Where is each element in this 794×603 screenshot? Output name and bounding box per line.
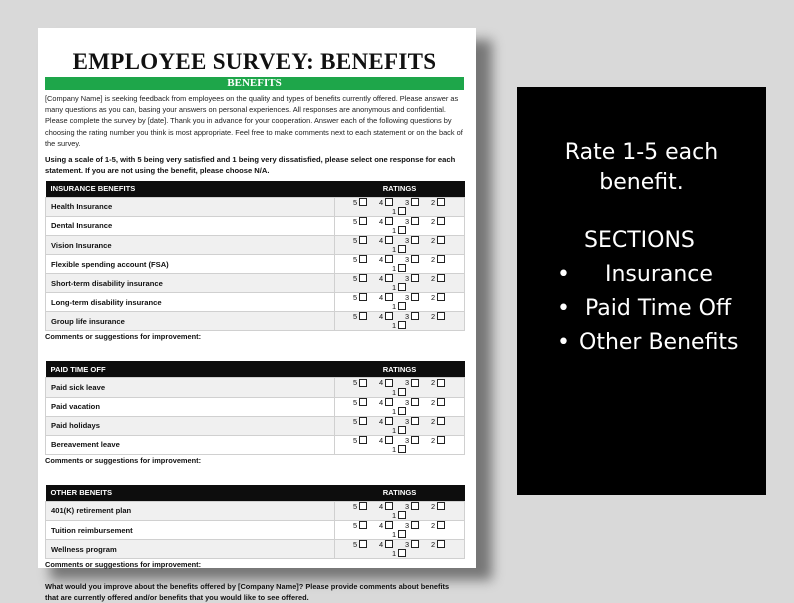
table-row xyxy=(46,312,465,331)
rating-number: 1 xyxy=(391,530,397,539)
sections-list-item xyxy=(517,258,766,292)
rating-checkbox[interactable] xyxy=(398,530,406,538)
rating-option[interactable] xyxy=(348,217,374,226)
rating-checkbox[interactable] xyxy=(359,417,367,425)
rating-number: 3 xyxy=(404,397,410,407)
rating-option[interactable] xyxy=(387,549,413,558)
rating-option[interactable] xyxy=(400,436,426,445)
info-line-1: Rate 1-5 each xyxy=(564,140,719,165)
rating-option[interactable] xyxy=(426,217,452,226)
rating-option[interactable] xyxy=(400,236,426,245)
rating-checkbox[interactable] xyxy=(437,417,445,425)
table-row xyxy=(46,274,465,293)
rating-options xyxy=(335,216,465,235)
benefit-label: Health Insurance xyxy=(46,197,335,216)
rating-option[interactable] xyxy=(348,398,374,407)
rating-checkbox[interactable] xyxy=(411,379,419,387)
section-table xyxy=(45,361,465,454)
rating-option[interactable] xyxy=(400,502,426,511)
benefit-label: Group life insurance xyxy=(46,312,335,331)
benefit-label: Long-term disability insurance xyxy=(46,293,335,312)
rating-options xyxy=(335,236,465,255)
benefit-label: Paid holidays xyxy=(46,416,335,435)
rating-checkbox[interactable] xyxy=(359,521,367,529)
rating-option[interactable] xyxy=(400,217,426,226)
table-row xyxy=(46,416,465,435)
bullet-icon: • xyxy=(557,296,570,321)
rating-number: 2 xyxy=(430,378,436,388)
rating-option[interactable] xyxy=(374,312,400,321)
rating-number: 3 xyxy=(404,274,410,284)
rating-checkbox[interactable] xyxy=(411,417,419,425)
rating-number: 3 xyxy=(404,540,410,550)
rating-number: 4 xyxy=(378,416,384,426)
rating-option[interactable] xyxy=(374,198,400,207)
rating-number: 1 xyxy=(391,387,397,397)
rating-number: 3 xyxy=(404,416,410,426)
rating-checkbox[interactable] xyxy=(437,540,445,548)
rating-option[interactable] xyxy=(374,521,400,530)
rating-options xyxy=(335,293,465,312)
rating-option[interactable] xyxy=(426,312,452,321)
rating-option[interactable] xyxy=(387,530,413,539)
rating-option[interactable] xyxy=(348,417,374,426)
rating-checkbox[interactable] xyxy=(385,502,393,510)
table-row xyxy=(46,293,465,312)
rating-number: 3 xyxy=(404,520,410,530)
sections-list-item-label: Paid Time Off xyxy=(585,296,732,321)
comments-label: Comments or suggestions for improvement: xyxy=(45,560,202,570)
rating-number: 1 xyxy=(391,444,397,454)
rating-checkbox[interactable] xyxy=(411,255,419,263)
rating-number: 2 xyxy=(430,255,436,265)
rating-number: 5 xyxy=(352,274,358,284)
benefit-label: Vision Insurance xyxy=(46,236,335,255)
rating-number: 2 xyxy=(430,312,436,322)
rating-option[interactable] xyxy=(426,417,452,426)
survey-page xyxy=(38,28,476,603)
rating-checkbox[interactable] xyxy=(398,207,406,215)
rating-checkbox[interactable] xyxy=(385,217,393,225)
rating-number: 2 xyxy=(430,501,436,511)
benefit-label: Short-term disability insurance xyxy=(46,274,335,293)
rating-option[interactable] xyxy=(374,378,400,387)
rating-option[interactable] xyxy=(400,378,426,387)
comments-label: Comments or suggestions for improvement: xyxy=(45,455,202,465)
rating-number: 1 xyxy=(391,425,397,435)
sections-list-item-label: Other Benefits xyxy=(579,330,739,355)
rating-number: 4 xyxy=(378,540,384,550)
rating-number: 2 xyxy=(430,397,436,407)
rating-checkbox[interactable] xyxy=(385,198,393,206)
rating-checkbox[interactable] xyxy=(437,398,445,406)
rating-option[interactable] xyxy=(348,312,374,321)
section-header: INSURANCE BENEFITS xyxy=(46,181,335,198)
rating-option[interactable] xyxy=(400,198,426,207)
rating-number: 5 xyxy=(352,435,358,445)
closing-question: What would you improve about the benefits offered by [Company Name]? Please provide comments about benefits that are currently offered and/or benefits that you would like to see offered. xyxy=(45,582,450,603)
sections-list xyxy=(517,258,766,360)
rating-number: 4 xyxy=(378,293,384,303)
survey-sections xyxy=(45,181,464,579)
rating-number: 4 xyxy=(378,216,384,226)
rating-checkbox[interactable] xyxy=(359,293,367,301)
rating-option[interactable] xyxy=(426,436,452,445)
rating-checkbox[interactable] xyxy=(359,379,367,387)
table-row xyxy=(46,216,465,235)
rating-options xyxy=(335,197,465,216)
table-row xyxy=(46,501,465,520)
rating-number: 4 xyxy=(378,397,384,407)
rating-checkbox[interactable] xyxy=(359,436,367,444)
rating-number: 5 xyxy=(352,216,358,226)
rating-checkbox[interactable] xyxy=(411,398,419,406)
rating-option[interactable] xyxy=(374,293,400,302)
comments-label: Comments or suggestions for improvement: xyxy=(45,332,202,342)
bullet-icon: • xyxy=(557,330,570,355)
rating-number: 1 xyxy=(391,245,397,255)
rating-option[interactable] xyxy=(400,521,426,530)
rating-options xyxy=(335,435,465,454)
rating-checkbox[interactable] xyxy=(385,398,393,406)
rating-number: 3 xyxy=(404,255,410,265)
rating-option[interactable] xyxy=(426,398,452,407)
rating-number: 3 xyxy=(404,378,410,388)
benefit-label: Bereavement leave xyxy=(46,435,335,454)
rating-option[interactable] xyxy=(387,426,413,435)
rating-checkbox[interactable] xyxy=(359,198,367,206)
rating-number: 1 xyxy=(391,302,397,312)
rating-number: 4 xyxy=(378,197,384,207)
rating-number: 1 xyxy=(391,206,397,216)
rating-number: 2 xyxy=(430,416,436,426)
rating-option[interactable] xyxy=(387,245,413,254)
benefit-label: Dental Insurance xyxy=(46,216,335,235)
rating-checkbox[interactable] xyxy=(437,198,445,206)
rating-checkbox[interactable] xyxy=(359,217,367,225)
rating-checkbox[interactable] xyxy=(398,264,406,272)
rating-checkbox[interactable] xyxy=(437,379,445,387)
rating-options xyxy=(335,274,465,293)
rating-options xyxy=(335,378,465,397)
ratings-header: RATINGS xyxy=(335,485,465,502)
rating-checkbox[interactable] xyxy=(359,398,367,406)
rating-number: 3 xyxy=(404,216,410,226)
sections-list-item xyxy=(517,326,766,360)
rating-checkbox[interactable] xyxy=(385,312,393,320)
rating-checkbox[interactable] xyxy=(359,255,367,263)
rating-number: 2 xyxy=(430,274,436,284)
rating-option[interactable] xyxy=(374,255,400,264)
rating-option[interactable] xyxy=(400,274,426,283)
sections-label: SECTIONS xyxy=(584,228,695,253)
rating-option[interactable] xyxy=(374,274,400,283)
rating-checkbox[interactable] xyxy=(359,236,367,244)
rating-option[interactable] xyxy=(400,398,426,407)
rating-checkbox[interactable] xyxy=(385,236,393,244)
rating-option[interactable] xyxy=(348,236,374,245)
rating-number: 1 xyxy=(391,321,397,331)
rating-option[interactable] xyxy=(387,207,413,216)
rating-option[interactable] xyxy=(374,398,400,407)
table-row xyxy=(46,520,465,539)
benefit-label: Flexible spending account (FSA) xyxy=(46,255,335,274)
rating-checkbox[interactable] xyxy=(437,255,445,263)
rating-options xyxy=(335,520,465,539)
rating-option[interactable] xyxy=(348,255,374,264)
rating-checkbox[interactable] xyxy=(398,283,406,291)
rating-checkbox[interactable] xyxy=(398,388,406,396)
rating-checkbox[interactable] xyxy=(398,511,406,519)
rating-option[interactable] xyxy=(348,521,374,530)
rating-checkbox[interactable] xyxy=(411,502,419,510)
rating-option[interactable] xyxy=(348,540,374,549)
benefit-label: Paid sick leave xyxy=(46,378,335,397)
ratings-header: RATINGS xyxy=(335,181,465,198)
rating-checkbox[interactable] xyxy=(398,549,406,557)
rating-option[interactable] xyxy=(387,407,413,416)
rating-option[interactable] xyxy=(400,417,426,426)
rating-option[interactable] xyxy=(374,436,400,445)
rating-option[interactable] xyxy=(426,378,452,387)
rating-checkbox[interactable] xyxy=(385,436,393,444)
rating-number: 2 xyxy=(430,435,436,445)
table-row xyxy=(46,255,465,274)
rating-number: 2 xyxy=(430,197,436,207)
rating-number: 5 xyxy=(352,293,358,303)
table-row xyxy=(46,236,465,255)
rating-option[interactable] xyxy=(387,511,413,520)
rating-number: 2 xyxy=(430,540,436,550)
rating-option[interactable] xyxy=(400,540,426,549)
rating-option[interactable] xyxy=(348,436,374,445)
table-row xyxy=(46,397,465,416)
rating-number: 1 xyxy=(391,510,397,520)
rating-option[interactable] xyxy=(426,255,452,264)
rating-option[interactable] xyxy=(348,274,374,283)
benefits-section-bar: BENEFITS xyxy=(45,77,464,90)
rating-number: 1 xyxy=(391,406,397,416)
ratings-header: RATINGS xyxy=(335,361,465,378)
rating-checkbox[interactable] xyxy=(398,302,406,310)
rating-checkbox[interactable] xyxy=(411,236,419,244)
benefit-label: Tuition reimbursement xyxy=(46,520,335,539)
rating-number: 4 xyxy=(378,236,384,246)
rating-number: 2 xyxy=(430,293,436,303)
section-table xyxy=(45,181,465,332)
rating-number: 4 xyxy=(378,435,384,445)
rating-checkbox[interactable] xyxy=(398,226,406,234)
rating-checkbox[interactable] xyxy=(398,426,406,434)
sections-list-item-label: Insurance xyxy=(605,262,713,287)
sections-list-item xyxy=(517,292,766,326)
info-panel xyxy=(517,87,766,495)
info-line-2: benefit. xyxy=(599,170,684,195)
rating-checkbox[interactable] xyxy=(359,312,367,320)
rating-option[interactable] xyxy=(387,388,413,397)
rating-number: 3 xyxy=(404,293,410,303)
rating-checkbox[interactable] xyxy=(385,540,393,548)
rating-checkbox[interactable] xyxy=(411,274,419,282)
rating-checkbox[interactable] xyxy=(359,274,367,282)
rating-number: 5 xyxy=(352,312,358,322)
rating-checkbox[interactable] xyxy=(437,293,445,301)
rating-checkbox[interactable] xyxy=(398,407,406,415)
rating-number: 4 xyxy=(378,501,384,511)
rating-number: 5 xyxy=(352,501,358,511)
rating-number: 5 xyxy=(352,255,358,265)
rating-checkbox[interactable] xyxy=(411,312,419,320)
section-header-row xyxy=(46,485,465,502)
rating-options xyxy=(335,416,465,435)
rating-option[interactable] xyxy=(348,293,374,302)
rating-number: 5 xyxy=(352,378,358,388)
rating-checkbox[interactable] xyxy=(437,521,445,529)
rating-number: 4 xyxy=(378,312,384,322)
rating-option[interactable] xyxy=(400,255,426,264)
rating-option[interactable] xyxy=(426,293,452,302)
rating-checkbox[interactable] xyxy=(437,236,445,244)
rating-option[interactable] xyxy=(374,540,400,549)
rating-option[interactable] xyxy=(387,283,413,292)
survey-title: EMPLOYEE SURVEY: BENEFITS xyxy=(72,49,437,74)
rating-checkbox[interactable] xyxy=(437,436,445,444)
rating-checkbox[interactable] xyxy=(411,436,419,444)
section-header: PAID TIME OFF xyxy=(46,361,335,378)
rating-number: 5 xyxy=(352,416,358,426)
rating-checkbox[interactable] xyxy=(359,540,367,548)
rating-number: 5 xyxy=(352,520,358,530)
instructions-paragraph: Using a scale of 1-5, with 5 being very satisfied and 1 being very dissatisfied, please select one response for each statement. If you are not using the benefit, please choose N/A. xyxy=(45,155,456,176)
bullet-icon: • xyxy=(557,262,570,287)
rating-checkbox[interactable] xyxy=(398,245,406,253)
table-row xyxy=(46,435,465,454)
rating-number: 5 xyxy=(352,397,358,407)
rating-checkbox[interactable] xyxy=(437,274,445,282)
rating-option[interactable] xyxy=(348,378,374,387)
rating-number: 5 xyxy=(352,236,358,246)
rating-option[interactable] xyxy=(426,274,452,283)
rating-option[interactable] xyxy=(426,236,452,245)
rating-option[interactable] xyxy=(387,264,413,273)
rating-options xyxy=(335,312,465,331)
rating-number: 4 xyxy=(378,255,384,265)
rating-number: 1 xyxy=(391,264,397,274)
rating-checkbox[interactable] xyxy=(411,540,419,548)
section-header: OTHER BENEITS xyxy=(46,485,335,502)
info-panel-heading xyxy=(517,138,766,198)
rating-checkbox[interactable] xyxy=(398,321,406,329)
rating-checkbox[interactable] xyxy=(385,274,393,282)
section-table xyxy=(45,485,465,559)
rating-checkbox[interactable] xyxy=(398,445,406,453)
rating-number: 2 xyxy=(430,520,436,530)
rating-checkbox[interactable] xyxy=(385,417,393,425)
benefit-label: Wellness program xyxy=(46,540,335,559)
rating-checkbox[interactable] xyxy=(385,521,393,529)
benefit-label: 401(K) retirement plan xyxy=(46,501,335,520)
rating-checkbox[interactable] xyxy=(411,293,419,301)
rating-number: 2 xyxy=(430,236,436,246)
rating-option[interactable] xyxy=(387,321,413,330)
rating-option[interactable] xyxy=(426,521,452,530)
intro-paragraph: [Company Name] is seeking feedback from employees on the quality and types of benefits currently offered. Please answer as many questions as you can, basing your answers on personal experiences. All responses are anonymous and confidential. Please complete the survey by [date]. Thank you in advance for your cooperation. Answer each of the following questions by choosing the rating number you think is most appropriate. Feel free to make comments next to each statement or on the back of the survey. xyxy=(45,94,463,148)
section-header-row xyxy=(46,181,465,198)
rating-number: 3 xyxy=(404,236,410,246)
rating-checkbox[interactable] xyxy=(411,217,419,225)
rating-checkbox[interactable] xyxy=(411,198,419,206)
section-header-row xyxy=(46,361,465,378)
rating-number: 5 xyxy=(352,540,358,550)
rating-option[interactable] xyxy=(387,445,413,454)
rating-options xyxy=(335,540,465,559)
rating-option[interactable] xyxy=(426,198,452,207)
rating-checkbox[interactable] xyxy=(437,502,445,510)
rating-number: 1 xyxy=(391,225,397,235)
rating-options xyxy=(335,501,465,520)
rating-number: 4 xyxy=(378,520,384,530)
rating-options xyxy=(335,255,465,274)
rating-options xyxy=(335,397,465,416)
rating-option[interactable] xyxy=(348,502,374,511)
rating-option[interactable] xyxy=(426,502,452,511)
rating-option[interactable] xyxy=(374,236,400,245)
table-row xyxy=(46,378,465,397)
rating-number: 3 xyxy=(404,501,410,511)
rating-number: 4 xyxy=(378,274,384,284)
rating-option[interactable] xyxy=(387,302,413,311)
rating-number: 3 xyxy=(404,312,410,322)
rating-checkbox[interactable] xyxy=(385,255,393,263)
rating-number: 5 xyxy=(352,197,358,207)
rating-number: 1 xyxy=(391,283,397,293)
rating-number: 3 xyxy=(404,435,410,445)
rating-number: 2 xyxy=(430,216,436,226)
rating-option[interactable] xyxy=(400,312,426,321)
rating-checkbox[interactable] xyxy=(437,312,445,320)
rating-number: 3 xyxy=(404,197,410,207)
rating-option[interactable] xyxy=(426,540,452,549)
rating-option[interactable] xyxy=(400,293,426,302)
rating-number: 4 xyxy=(378,378,384,388)
table-row xyxy=(46,197,465,216)
table-row xyxy=(46,540,465,559)
rating-option[interactable] xyxy=(387,226,413,235)
rating-option[interactable] xyxy=(374,417,400,426)
rating-checkbox[interactable] xyxy=(411,521,419,529)
rating-number: 1 xyxy=(391,549,397,559)
benefit-label: Paid vacation xyxy=(46,397,335,416)
rating-checkbox[interactable] xyxy=(385,379,393,387)
rating-checkbox[interactable] xyxy=(359,502,367,510)
rating-checkbox[interactable] xyxy=(437,217,445,225)
rating-option[interactable] xyxy=(374,502,400,511)
rating-option[interactable] xyxy=(348,198,374,207)
rating-checkbox[interactable] xyxy=(385,293,393,301)
rating-option[interactable] xyxy=(374,217,400,226)
